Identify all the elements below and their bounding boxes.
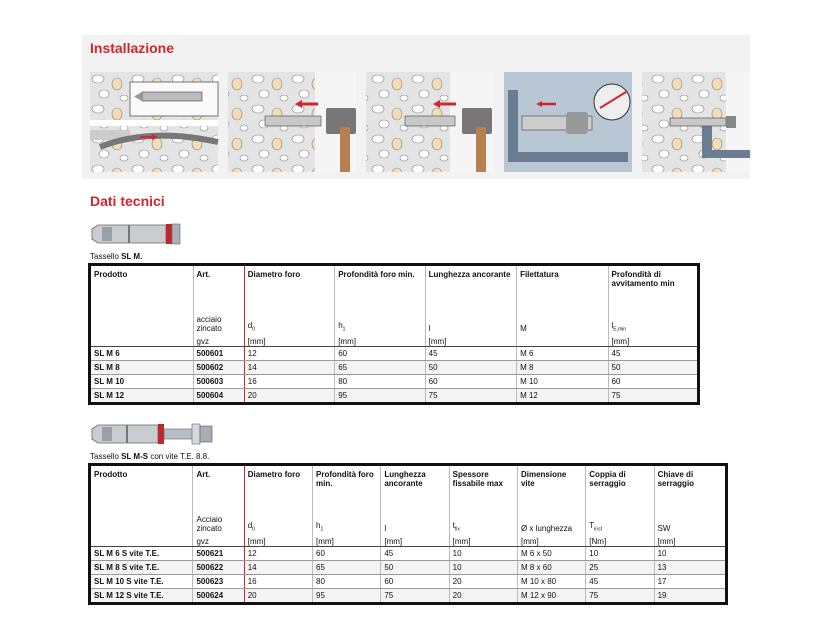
cell: 19 xyxy=(654,589,726,604)
cell: 95 xyxy=(313,589,381,604)
symbol-d0: $d_0$ xyxy=(244,505,312,533)
cell: 80 xyxy=(313,575,381,589)
table2-caption: Tassello SL M-S con vite T.E. 8.8. xyxy=(90,452,210,461)
symbol-le-min: $l_{E,min}$ xyxy=(608,305,699,333)
cell: 75 xyxy=(586,589,654,604)
cell-product: SL M 8 xyxy=(90,361,194,375)
cell-product: SL M 12 xyxy=(90,389,194,404)
step-insert-icon xyxy=(228,72,356,172)
cell-art: 500604 xyxy=(193,389,244,404)
cell: 17 xyxy=(654,575,726,589)
table-row xyxy=(90,547,727,561)
cell: M 10 xyxy=(517,375,608,389)
symbol-sw: SW xyxy=(654,505,726,533)
cell: 60 xyxy=(425,375,516,389)
cell: 45 xyxy=(381,547,449,561)
cell-art: 500622 xyxy=(193,561,244,575)
cell: 75 xyxy=(381,589,449,604)
cell: 75 xyxy=(425,389,516,404)
cell: M 8 x 60 xyxy=(517,561,585,575)
unit: [mm] xyxy=(517,533,585,547)
header-diametro-foro: Diametro foro xyxy=(244,265,334,305)
cell: 45 xyxy=(586,575,654,589)
cell: M 12 xyxy=(517,389,608,404)
cell: 45 xyxy=(425,347,516,361)
cell: M 8 xyxy=(517,361,608,375)
symbol-d0: $d_0$ xyxy=(244,305,334,333)
header-profondita-foro: Profondità foro min. xyxy=(335,265,425,305)
symbol-h1: $h_1$ xyxy=(313,505,381,533)
step-finished-icon xyxy=(642,72,750,172)
cell-art: 500624 xyxy=(193,589,244,604)
symbol-tinst: $T_{inst}$ xyxy=(586,505,654,533)
cell: 60 xyxy=(608,375,699,389)
unit: [mm] xyxy=(381,533,449,547)
sl-m-spec-table xyxy=(88,263,700,405)
table-row xyxy=(90,361,699,375)
cell: 50 xyxy=(425,361,516,375)
table-row xyxy=(90,375,699,389)
cell: 12 xyxy=(244,547,312,561)
header-filettatura: Filettatura xyxy=(517,265,608,305)
cell: 60 xyxy=(335,347,425,361)
unit: [mm] xyxy=(335,333,425,347)
symbol-l: l xyxy=(381,505,449,533)
step-torque-icon xyxy=(504,72,632,172)
cell-product: SL M 10 S vite T.E. xyxy=(90,575,193,589)
unit: [Nm] xyxy=(586,533,654,547)
unit: [mm] xyxy=(244,533,312,547)
cell: 20 xyxy=(244,589,312,604)
cell-product: SL M 6 xyxy=(90,347,194,361)
gvz-label: gvz xyxy=(193,533,244,547)
table-row xyxy=(90,561,727,575)
symbol-m: M xyxy=(517,305,608,333)
cell: 50 xyxy=(608,361,699,375)
anchor-sl-m-icon xyxy=(88,221,184,247)
header-diametro-foro: Diametro foro xyxy=(244,465,312,505)
cell-art: 500602 xyxy=(193,361,244,375)
cell: 12 xyxy=(244,347,334,361)
table-row xyxy=(90,347,699,361)
cell: 25 xyxy=(586,561,654,575)
header-art: Art. xyxy=(193,465,244,505)
header-prodotto: Prodotto xyxy=(94,270,128,279)
step-drill-icon xyxy=(90,72,218,172)
cell-art: 500603 xyxy=(193,375,244,389)
cell-art: 500621 xyxy=(193,547,244,561)
cell: 10 xyxy=(449,547,517,561)
material-label: Acciaio zincato xyxy=(193,505,244,533)
cell: M 10 x 80 xyxy=(517,575,585,589)
cell: 10 xyxy=(654,547,726,561)
cell: 14 xyxy=(244,561,312,575)
cell: 75 xyxy=(608,389,699,404)
symbol-l: l xyxy=(425,305,516,333)
cell: M 6 x 50 xyxy=(517,547,585,561)
header-dimensione-vite: Dimensione vite xyxy=(517,465,585,505)
table-row xyxy=(90,389,699,404)
unit xyxy=(517,333,608,347)
cell: 95 xyxy=(335,389,425,404)
header-lunghezza-ancorante: Lunghezza ancorante xyxy=(381,465,449,505)
gvz-label: gvz xyxy=(193,333,244,347)
table-row xyxy=(90,575,727,589)
cell: M 6 xyxy=(517,347,608,361)
unit: [mm] xyxy=(449,533,517,547)
cell: 16 xyxy=(244,575,312,589)
symbol-diameter-length: Ø x lunghezza xyxy=(517,505,585,533)
cell: 80 xyxy=(335,375,425,389)
table-row xyxy=(90,589,727,604)
cell-product: SL M 8 S vite T.E. xyxy=(90,561,193,575)
sl-m-s-spec-table xyxy=(88,463,728,605)
unit: [mm] xyxy=(313,533,381,547)
cell: 20 xyxy=(244,389,334,404)
cell: 13 xyxy=(654,561,726,575)
header-coppia-serraggio: Coppia di serraggio xyxy=(586,465,654,505)
header-prodotto: Prodotto xyxy=(94,470,128,479)
cell: 10 xyxy=(449,561,517,575)
cell-art: 500623 xyxy=(193,575,244,589)
cell: 65 xyxy=(313,561,381,575)
header-lunghezza-ancorante: Lunghezza ancorante xyxy=(425,265,516,305)
header-profondita-avvitamento: Profondità di avvitamento min xyxy=(608,265,699,305)
unit: [mm] xyxy=(244,333,334,347)
cell: 45 xyxy=(608,347,699,361)
cell: 60 xyxy=(313,547,381,561)
cell: 65 xyxy=(335,361,425,375)
cell: 60 xyxy=(381,575,449,589)
installation-steps xyxy=(90,72,750,172)
symbol-h1: $h_1$ xyxy=(335,305,425,333)
cell-art: 500601 xyxy=(193,347,244,361)
cell: 16 xyxy=(244,375,334,389)
header-profondita-foro: Profondità foro min. xyxy=(313,465,381,505)
header-spessore-fissabile: Spessore fissabile max xyxy=(449,465,517,505)
anchor-sl-m-s-icon xyxy=(88,420,216,448)
unit: [mm] xyxy=(425,333,516,347)
cell: 20 xyxy=(449,589,517,604)
cell: 20 xyxy=(449,575,517,589)
cell-product: SL M 10 xyxy=(90,375,194,389)
table1-caption: Tassello SL M. xyxy=(90,252,143,261)
cell: 14 xyxy=(244,361,334,375)
unit: [mm] xyxy=(608,333,699,347)
step-hammer-icon xyxy=(366,72,494,172)
cell: 50 xyxy=(381,561,449,575)
symbol-tfix: $t_{fix}$ xyxy=(449,505,517,533)
installation-title: Installazione xyxy=(90,40,175,56)
cell: 10 xyxy=(586,547,654,561)
material-label: acciaio zincato xyxy=(193,305,244,333)
unit: [mm] xyxy=(654,533,726,547)
tech-data-title: Dati tecnici xyxy=(90,193,165,209)
cell-product: SL M 12 S vite T.E. xyxy=(90,589,193,604)
header-chiave-serraggio: Chiave di serraggio xyxy=(654,465,726,505)
cell: M 12 x 90 xyxy=(517,589,585,604)
cell-product: SL M 6 S vite T.E. xyxy=(90,547,193,561)
header-art: Art. xyxy=(193,265,244,305)
